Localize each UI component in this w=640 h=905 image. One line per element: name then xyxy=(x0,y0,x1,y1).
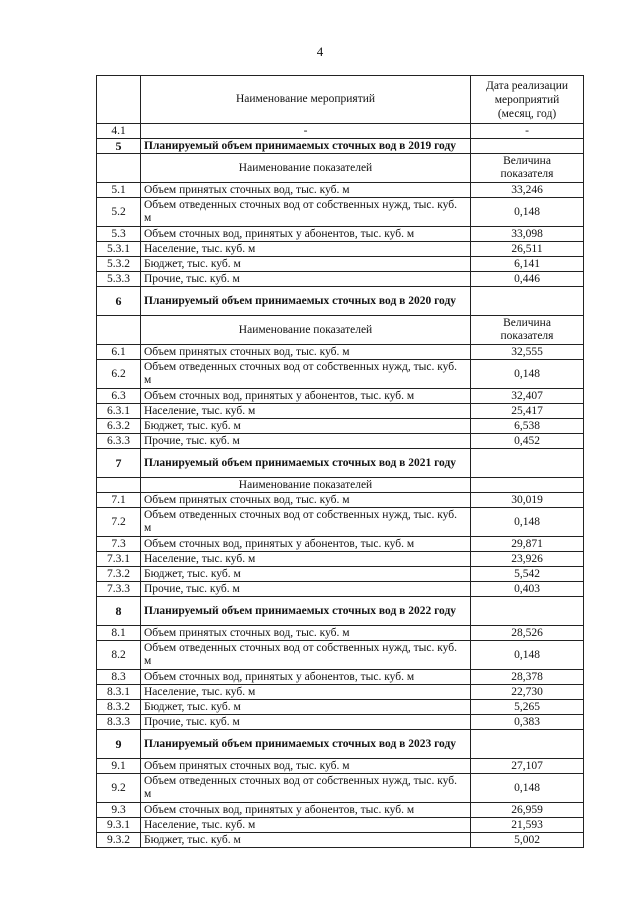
row-name: Объем сточных вод, принятых у абонентов, тыс. куб. м xyxy=(141,803,471,818)
indicators-header-value-line: показателя xyxy=(500,330,554,342)
row-value: 0,383 xyxy=(471,715,584,730)
row-name: Объем сточных вод, принятых у абонентов, тыс. куб. м xyxy=(141,537,471,552)
row-number: 9.1 xyxy=(97,759,141,774)
row-name: Объем отведенных сточных вод от собственных нужд, тыс. куб. м xyxy=(141,508,471,537)
row-name: Население, тыс. куб. м xyxy=(141,818,471,833)
row-number: 5.3 xyxy=(97,227,141,242)
row-name: Объем принятых сточных вод, тыс. куб. м xyxy=(141,183,471,198)
table-row xyxy=(97,242,584,257)
row-value: 22,730 xyxy=(471,685,584,700)
row-value: 29,871 xyxy=(471,537,584,552)
indicators-header-value-line: Величина xyxy=(503,317,551,329)
row-number: 7.1 xyxy=(97,493,141,508)
indicators-header-row xyxy=(97,154,584,183)
row-name: Прочие, тыс. куб. м xyxy=(141,715,471,730)
table-row xyxy=(97,537,584,552)
table-row xyxy=(97,700,584,715)
section-number: 5 xyxy=(97,139,141,154)
table-row xyxy=(97,567,584,582)
row-number: 7.2 xyxy=(97,508,141,537)
row-number: 5.2 xyxy=(97,198,141,227)
row-number: 6.3.1 xyxy=(97,404,141,419)
table-row xyxy=(97,404,584,419)
row-value: 0,148 xyxy=(471,360,584,389)
row-value: 0,148 xyxy=(471,641,584,670)
indicators-header-empty xyxy=(97,316,141,345)
header-date-line: (месяц, год) xyxy=(497,107,557,120)
section-empty-cell xyxy=(471,287,584,316)
row-name: Бюджет, тыс. куб. м xyxy=(141,700,471,715)
row-number: 7.3.1 xyxy=(97,552,141,567)
table-row xyxy=(97,508,584,537)
row-name: Объем сточных вод, принятых у абонентов, тыс. куб. м xyxy=(141,227,471,242)
section-title-row xyxy=(97,287,584,316)
row-name: Объем сточных вод, принятых у абонентов, тыс. куб. м xyxy=(141,389,471,404)
row-name: Бюджет, тыс. куб. м xyxy=(141,419,471,434)
indicators-header-value-line: Величина xyxy=(503,155,551,167)
table-row xyxy=(97,419,584,434)
table-row xyxy=(97,345,584,360)
table-row xyxy=(97,833,584,848)
page-number: 4 xyxy=(316,44,324,59)
row-value: 0,403 xyxy=(471,582,584,597)
row-name: Объем отведенных сточных вод от собственных нужд, тыс. куб. м xyxy=(141,774,471,803)
row-value: 5,265 xyxy=(471,700,584,715)
section-title: Планируемый объем принимаемых сточных вод в 2022 году xyxy=(141,597,471,626)
header-date-line: Дата реализации xyxy=(486,79,568,92)
table-row xyxy=(97,198,584,227)
table-row xyxy=(97,227,584,242)
indicators-header-value-line: показателя xyxy=(500,168,554,180)
row-value: 0,452 xyxy=(471,434,584,449)
table-row xyxy=(97,360,584,389)
table-row xyxy=(97,626,584,641)
table-row xyxy=(97,183,584,198)
indicators-header-value xyxy=(471,316,584,345)
row-value: 23,926 xyxy=(471,552,584,567)
row-value: 26,511 xyxy=(471,242,584,257)
header-date-cell xyxy=(471,76,584,124)
table-header-row xyxy=(97,76,584,124)
indicators-header-name: Наименование показателей xyxy=(141,316,471,345)
row-value: 28,378 xyxy=(471,670,584,685)
table-row xyxy=(97,434,584,449)
row-value: 33,098 xyxy=(471,227,584,242)
row-value: 30,019 xyxy=(471,493,584,508)
row-number: 7.3.2 xyxy=(97,567,141,582)
row-number: 5.3.2 xyxy=(97,257,141,272)
table-row xyxy=(97,685,584,700)
header-name-cell: Наименование мероприятий xyxy=(141,76,471,124)
section-title-row xyxy=(97,730,584,759)
row-name: Население, тыс. куб. м xyxy=(141,552,471,567)
section-number: 7 xyxy=(97,449,141,478)
row-value: 28,526 xyxy=(471,626,584,641)
row-value: 27,107 xyxy=(471,759,584,774)
row-value: 5,002 xyxy=(471,833,584,848)
row-number: 8.3.1 xyxy=(97,685,141,700)
row-number: 6.1 xyxy=(97,345,141,360)
table-row xyxy=(97,774,584,803)
table-row xyxy=(97,818,584,833)
row-name: Население, тыс. куб. м xyxy=(141,685,471,700)
row-name: Прочие, тыс. куб. м xyxy=(141,272,471,287)
row-name: Прочие, тыс. куб. м xyxy=(141,582,471,597)
row-value: 0,148 xyxy=(471,508,584,537)
row-name: Бюджет, тыс. куб. м xyxy=(141,257,471,272)
table-row xyxy=(97,670,584,685)
row-value: 5,542 xyxy=(471,567,584,582)
table-row xyxy=(97,124,584,139)
row-number: 5.3.3 xyxy=(97,272,141,287)
header-num-cell xyxy=(97,76,141,124)
row-value: 25,417 xyxy=(471,404,584,419)
indicators-header-value xyxy=(471,154,584,183)
row-value: 0,148 xyxy=(471,198,584,227)
section-empty-cell xyxy=(471,449,584,478)
row-number: 5.1 xyxy=(97,183,141,198)
row-name: Объем отведенных сточных вод от собственных нужд, тыс. куб. м xyxy=(141,360,471,389)
row-number: 9.2 xyxy=(97,774,141,803)
row-number: 4.1 xyxy=(97,124,141,139)
row-number: 8.3.2 xyxy=(97,700,141,715)
table-row xyxy=(97,493,584,508)
row-name: Объем сточных вод, принятых у абонентов, тыс. куб. м xyxy=(141,670,471,685)
row-name: Объем принятых сточных вод, тыс. куб. м xyxy=(141,759,471,774)
row-number: 8.3 xyxy=(97,670,141,685)
row-name: Объем принятых сточных вод, тыс. куб. м xyxy=(141,493,471,508)
indicators-header-empty xyxy=(97,154,141,183)
table-row xyxy=(97,641,584,670)
row-value: 21,593 xyxy=(471,818,584,833)
section-number: 8 xyxy=(97,597,141,626)
row-number: 6.3.2 xyxy=(97,419,141,434)
section-number: 9 xyxy=(97,730,141,759)
row-name: Прочие, тыс. куб. м xyxy=(141,434,471,449)
row-name: Объем принятых сточных вод, тыс. куб. м xyxy=(141,345,471,360)
row-value: 26,959 xyxy=(471,803,584,818)
section-title-row xyxy=(97,597,584,626)
section-empty-cell xyxy=(471,139,584,154)
row-number: 7.3.3 xyxy=(97,582,141,597)
section-title: Планируемый объем принимаемых сточных вод в 2023 году xyxy=(141,730,471,759)
row-number: 7.3 xyxy=(97,537,141,552)
row-number: 9.3.1 xyxy=(97,818,141,833)
row-name: Объем отведенных сточных вод от собственных нужд, тыс. куб. м xyxy=(141,198,471,227)
row-name: Население, тыс. куб. м xyxy=(141,404,471,419)
section-empty-cell xyxy=(471,597,584,626)
row-name: Бюджет, тыс. куб. м xyxy=(141,833,471,848)
measures-table-body xyxy=(97,76,584,848)
table-row xyxy=(97,803,584,818)
row-name: Население, тыс. куб. м xyxy=(141,242,471,257)
row-name: - xyxy=(141,124,471,139)
row-value: 0,446 xyxy=(471,272,584,287)
row-value: 6,538 xyxy=(471,419,584,434)
section-title-row xyxy=(97,449,584,478)
row-number: 9.3 xyxy=(97,803,141,818)
table-row xyxy=(97,389,584,404)
row-number: 6.3.3 xyxy=(97,434,141,449)
indicators-header-row xyxy=(97,478,584,493)
table-row xyxy=(97,715,584,730)
table-row xyxy=(97,582,584,597)
header-date-line: мероприятий xyxy=(494,93,560,106)
row-value: 33,246 xyxy=(471,183,584,198)
table-row xyxy=(97,759,584,774)
row-name: Объем отведенных сточных вод от собственных нужд, тыс. куб. м xyxy=(141,641,471,670)
section-title: Планируемый объем принимаемых сточных вод в 2021 году xyxy=(141,449,471,478)
indicators-header-name: Наименование показателей xyxy=(141,478,471,493)
row-name: Бюджет, тыс. куб. м xyxy=(141,567,471,582)
row-number: 8.3.3 xyxy=(97,715,141,730)
table-row xyxy=(97,257,584,272)
indicators-header-value xyxy=(471,478,584,493)
section-title-row xyxy=(97,139,584,154)
section-empty-cell xyxy=(471,730,584,759)
row-name: Объем принятых сточных вод, тыс. куб. м xyxy=(141,626,471,641)
section-title: Планируемый объем принимаемых сточных вод в 2020 году xyxy=(141,287,471,316)
row-value: 0,148 xyxy=(471,774,584,803)
section-title: Планируемый объем принимаемых сточных вод в 2019 году xyxy=(141,139,471,154)
section-number: 6 xyxy=(97,287,141,316)
row-number: 6.3 xyxy=(97,389,141,404)
row-value: 32,407 xyxy=(471,389,584,404)
measures-table xyxy=(96,75,584,848)
indicators-header-row xyxy=(97,316,584,345)
indicators-header-name: Наименование показателей xyxy=(141,154,471,183)
row-number: 5.3.1 xyxy=(97,242,141,257)
table-row xyxy=(97,272,584,287)
row-value: 32,555 xyxy=(471,345,584,360)
row-number: 9.3.2 xyxy=(97,833,141,848)
indicators-header-empty xyxy=(97,478,141,493)
row-number: 8.2 xyxy=(97,641,141,670)
row-number: 8.1 xyxy=(97,626,141,641)
table-row xyxy=(97,552,584,567)
row-value: - xyxy=(471,124,584,139)
row-number: 6.2 xyxy=(97,360,141,389)
row-value: 6,141 xyxy=(471,257,584,272)
